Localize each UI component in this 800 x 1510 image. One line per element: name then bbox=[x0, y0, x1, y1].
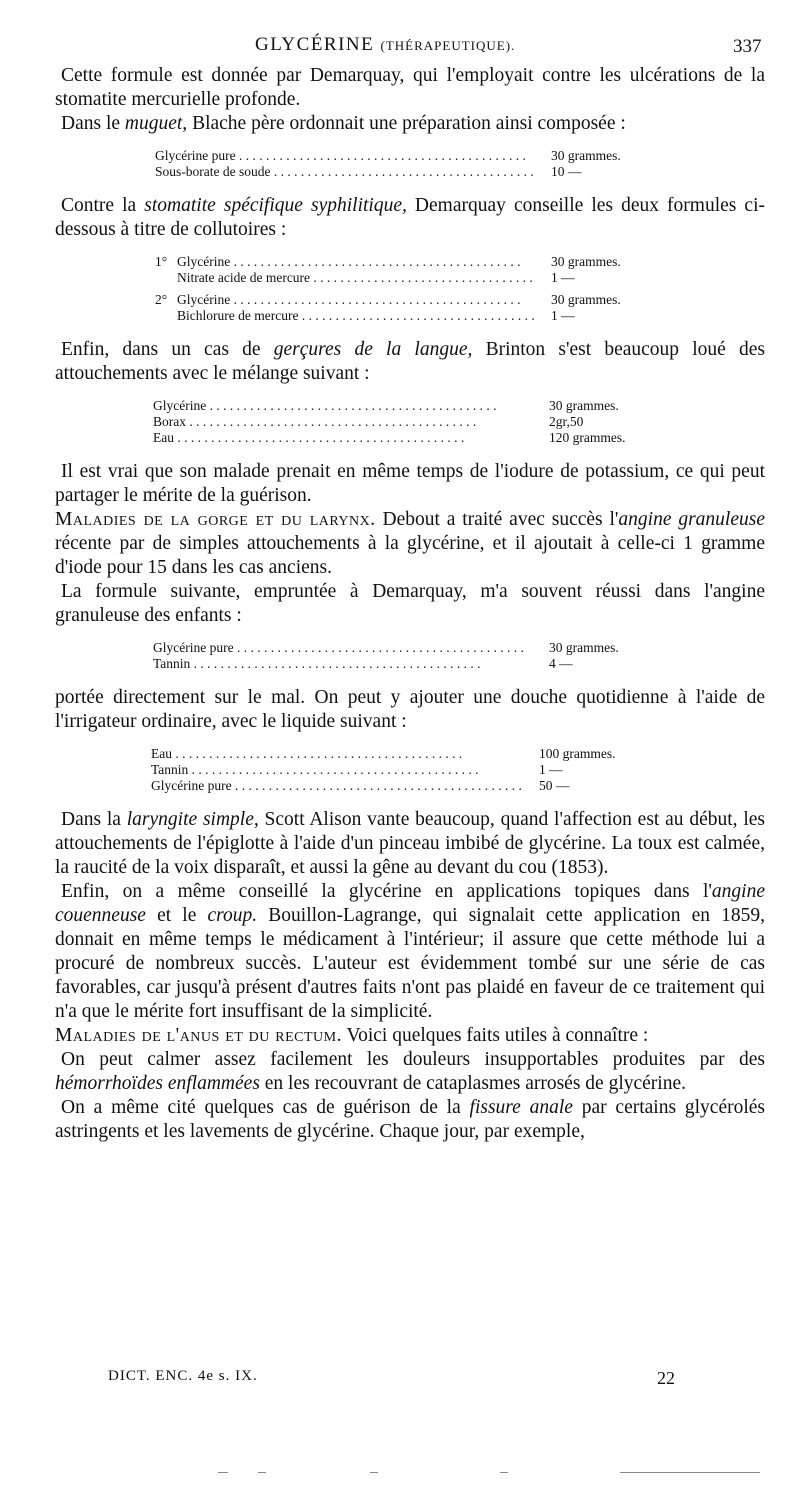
header-subtitle: (THÉRAPEUTIQUE). bbox=[380, 38, 516, 53]
header-title: GLYCÉRINE (THÉRAPEUTIQUE). bbox=[255, 34, 516, 55]
paragraph: Dans le muguet, Blache père ordonnait une préparation ainsi composée : bbox=[61, 113, 626, 134]
formula-muguet bbox=[155, 148, 645, 180]
formula-stomatite bbox=[155, 254, 645, 324]
paragraph: Maladies de l'anus et du rectum. Voici quelques faits utiles à connaître : bbox=[55, 1025, 649, 1046]
formula-gercures bbox=[153, 398, 643, 446]
formula-row: Glycérine pure . . . 50 — bbox=[151, 778, 641, 794]
formula-row: Bichlorure de mercure . . . 1 — bbox=[155, 308, 645, 324]
section-heading: Maladies de la gorge et du larynx. bbox=[55, 509, 376, 530]
formula-row: Glycérine pure . . . 30 grammes. bbox=[155, 148, 645, 164]
page-footer bbox=[0, 1368, 800, 1390]
formula-row: Sous-borate de soude . . . 10 — bbox=[155, 164, 645, 180]
paragraph: Enfin, on a même conseillé la glycérine en applications topiques dans l'angine couenneuse et le croup. Bouillon-Lagrange, qui signalait cette application en 1859, donnait en même temps le médicament à l'intérieur; il assure que cette méthode lui a procuré de nombreux succès. L'auteur est évidemment tombé sur une série de cas favorables, car jusqu'à présent d'autres faits n'ont pas plaidé en faveur de ce traitement qui n'a que le mérite fort insuffisant de la simplicité. bbox=[55, 881, 765, 1022]
paragraph: Cette formule est donnée par Demarquay, qui l'employait contre les ulcérations de la stomatite mercurielle profonde. bbox=[55, 65, 765, 110]
formula-row: Tannin . . . 1 — bbox=[151, 762, 641, 778]
signature-mark: 22 bbox=[657, 1368, 675, 1388]
paragraph: On a même cité quelques cas de guérison de la fissure anale par certains glycérolés astringents et les lavements de glycérine. Chaque jour, par exemple, bbox=[55, 1097, 765, 1142]
scan-artifact bbox=[258, 1472, 266, 1473]
paragraph: La formule suivante, empruntée à Demarquay, m'a souvent réussi dans l'angine granuleuse des enfants : bbox=[55, 581, 765, 626]
page-body bbox=[55, 64, 765, 1144]
formula-row: Borax . . . 2gr,50 bbox=[153, 414, 643, 430]
formula-row: Tannin . . . 4 — bbox=[153, 656, 643, 672]
paragraph: portée directement sur le mal. On peut y ajouter une douche quotidienne à l'aide de l'irrigateur ordinaire, avec le liquide suivant : bbox=[55, 687, 765, 732]
paragraph: Enfin, dans un cas de gerçures de la langue, Brinton s'est beaucoup loué des attouchements avec le mélange suivant : bbox=[55, 339, 765, 384]
formula-row: Eau . . . 100 grammes. bbox=[151, 746, 641, 762]
running-header bbox=[0, 34, 800, 60]
scan-artifact bbox=[218, 1472, 228, 1473]
formula-row: Eau . . . 120 grammes. bbox=[153, 430, 643, 446]
paragraph: Maladies de la gorge et du larynx. Debout a traité avec succès l'angine granuleuse récente par de simples attouchements à la glycérine, et il ajoutait à celle-ci 1 gramme d'iode pour 15 dans les cas anciens. bbox=[55, 509, 766, 578]
footer-reference: DICT. ENC. 4e s. IX. bbox=[108, 1368, 258, 1384]
paragraph: Il est vrai que son malade prenait en même temps de l'iodure de potassium, ce qui peut partager le mérite de la guérison. bbox=[55, 461, 765, 506]
paragraph: On peut calmer assez facilement les douleurs insupportables produites par des hémorrhoïdes enflammées en les recouvrant de cataplasmes arrosés de glycérine. bbox=[55, 1049, 765, 1094]
paragraph: Dans la laryngite simple, Scott Alison vante beaucoup, quand l'affection est au début, les attouchements de l'épiglotte à l'aide d'un pinceau imbibé de glycérine. La toux est calmée, la raucité de la voix disparaît, et aussi la gêne au devant du cou (1853). bbox=[55, 809, 765, 878]
formula-row: Glycérine . . . 30 grammes. bbox=[153, 398, 643, 414]
formula-row: Glycérine pure . . . 30 grammes. bbox=[153, 640, 643, 656]
paragraph: Contre la stomatite spécifique syphilitique, Demarquay conseille les deux formules ci-dessous à titre de collutoires : bbox=[55, 195, 765, 240]
scan-artifact bbox=[370, 1472, 378, 1473]
scan-artifact bbox=[620, 1472, 760, 1473]
page-number: 337 bbox=[733, 36, 762, 57]
formula-angine bbox=[153, 640, 643, 672]
scan-artifact bbox=[500, 1472, 508, 1473]
formula-row: 2° Glycérine . . . 30 grammes. bbox=[155, 292, 645, 308]
formula-row: Nitrate acide de mercure . . . 1 — bbox=[155, 270, 645, 286]
formula-row: 1° Glycérine . . . 30 grammes. bbox=[155, 254, 645, 270]
section-heading: Maladies de l'anus et du rectum. bbox=[55, 1025, 342, 1046]
formula-irrigation bbox=[151, 746, 641, 794]
